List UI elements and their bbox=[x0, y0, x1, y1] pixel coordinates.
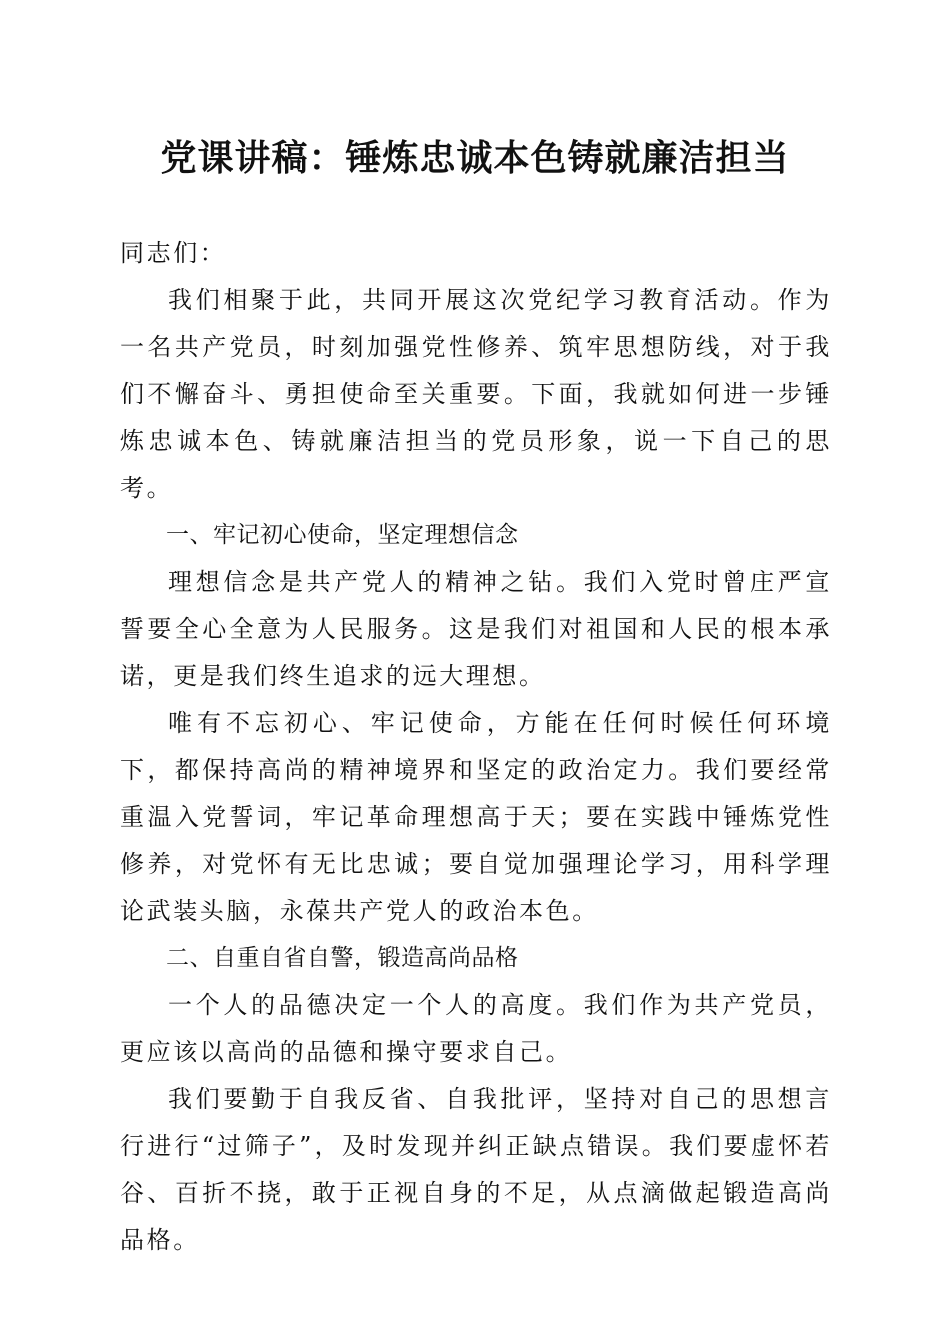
intro-paragraph: 我们相聚于此，共同开展这次党纪学习教育活动。作为一名共产党员，时刻加强党性修养、筑牢思想防线，对于我们不懈奋斗、勇担使命至关重要。下面，我就如何进一步锤炼忠诚本色、铸就廉洁担当的党员形象，说一下自己的思考。 bbox=[120, 286, 832, 502]
greeting: 同志们： bbox=[120, 239, 227, 267]
section-2-heading: 二、自重自省自警，锻造高尚品格 bbox=[166, 945, 519, 971]
section-1-paragraph-2: 唯有不忘初心、牢记使命，方能在任何时候任何环境下，都保持高尚的精神境界和坚定的政治定力。我们要经常重温入党誓词，牢记革命理想高于天；要在实践中锤炼党性修养，对党怀有无比忠诚；要自觉加强理论学习，用科学理论武装头脑，永葆共产党人的政治本色。 bbox=[120, 709, 832, 925]
section-1-heading: 一、牢记初心使命，坚定理想信念 bbox=[166, 522, 519, 548]
section-1-paragraph-1: 理想信念是共产党人的精神之钻。我们入党时曾庄严宣誓要全心全意为人民服务。这是我们对祖国和人民的根本承诺，更是我们终生追求的远大理想。 bbox=[120, 568, 832, 690]
section-2-paragraph-2: 我们要勤于自我反省、自我批评，坚持对自己的思想言行进行“过筛子”，及时发现并纠正缺点错误。我们要虚怀若谷、百折不挠，敢于正视自身的不足，从点滴做起锻造高尚品格。 bbox=[120, 1085, 832, 1254]
section-2-paragraph-1: 一个人的品德决定一个人的高度。我们作为共产党员，更应该以高尚的品德和操守要求自己。 bbox=[120, 991, 832, 1066]
document-body bbox=[120, 230, 832, 1264]
document-title: 党课讲稿：锤炼忠诚本色铸就廉洁担当 bbox=[160, 137, 790, 179]
